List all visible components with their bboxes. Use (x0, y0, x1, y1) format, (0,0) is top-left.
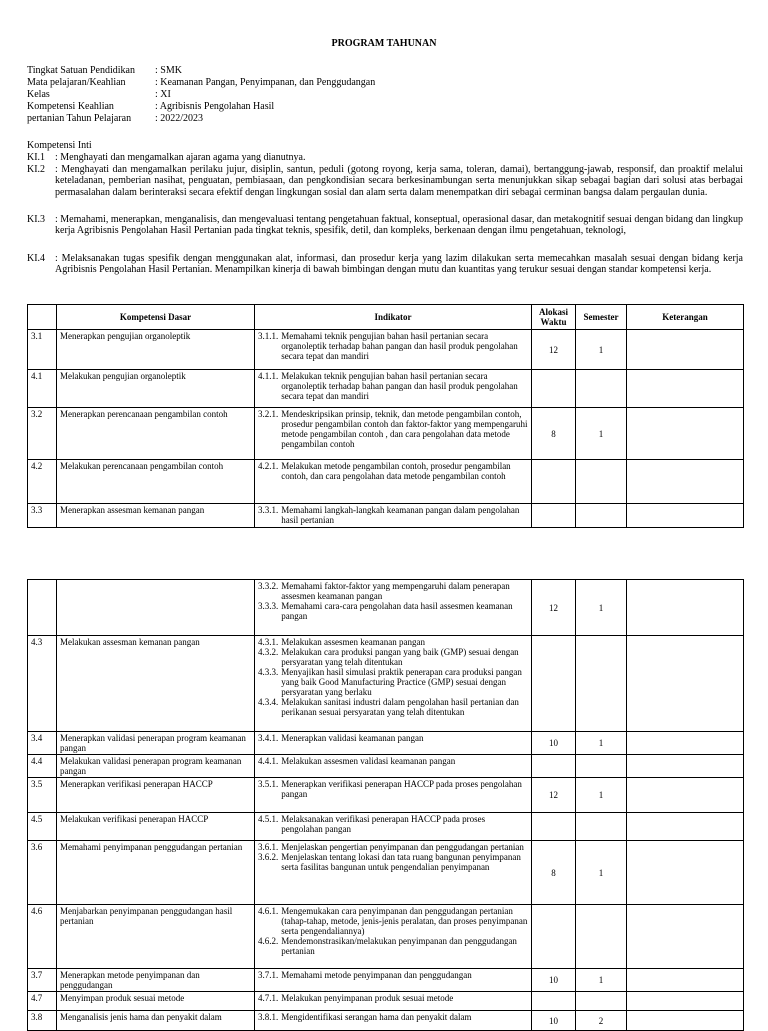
cell-alokasi-waktu (532, 813, 576, 841)
table-row (28, 504, 744, 528)
header-alokasi-waktu: Alokasi Waktu (532, 305, 576, 330)
cell-no: 3.5 (28, 778, 57, 813)
table-row (28, 841, 744, 905)
indikator-item (258, 505, 528, 525)
indikator-item (258, 1012, 528, 1022)
indikator-text: Memahami langkah-langkah keamanan pangan dalam pengolahan hasil pertanian (281, 505, 520, 525)
indikator-text: Melakukan assesmen keamanan pangan (281, 637, 425, 647)
cell-alokasi-waktu: 12 (532, 330, 576, 370)
header-kompetensi-dasar: Kompetensi Dasar (57, 305, 255, 330)
metadata-row (27, 77, 375, 89)
metadata-value: : Keamanan Pangan, Penyimpanan, dan Penggudangan (155, 77, 376, 88)
metadata-row (27, 89, 375, 101)
cell-keterangan (627, 755, 744, 778)
indikator-text: Melakukan penyimpanan produk sesuai metode (281, 993, 454, 1003)
cell-keterangan (627, 905, 744, 969)
table-row (28, 370, 744, 408)
indikator-item (258, 993, 528, 1003)
cell-semester (576, 636, 627, 732)
cell-no: 4.4 (28, 755, 57, 778)
indikator-item (258, 371, 528, 401)
ki-code: KI.2 (27, 164, 46, 175)
cell-semester (576, 992, 627, 1011)
indikator-number: 3.3.1. (258, 505, 279, 515)
cell-alokasi-waktu (532, 370, 576, 408)
cell-semester: 1 (576, 408, 627, 460)
table-header-row (28, 305, 744, 330)
cell-indikator (255, 504, 532, 528)
metadata-block (27, 65, 375, 125)
cell-keterangan (627, 408, 744, 460)
indikator-number: 3.3.2. (258, 581, 279, 591)
cell-indikator (255, 732, 532, 755)
cell-alokasi-waktu (532, 504, 576, 528)
metadata-row (27, 65, 375, 77)
indikator-text: Melakukan assesmen validasi keamanan pangan (281, 756, 456, 766)
cell-keterangan (627, 370, 744, 408)
table-row (28, 992, 744, 1011)
cell-kompetensi-dasar: Melakukan validasi penerapan program keamanan pangan (57, 755, 255, 778)
indikator-item (258, 461, 528, 481)
indikator-item (258, 581, 528, 601)
indikator-number: 3.5.1. (258, 779, 279, 789)
indikator-text: Menyajikan hasil simulasi praktik penerapan cara produksi pangan yang baik Good Manufacturing Practice (GMP) sesuai dengan persyaratan yang berlaku (281, 667, 522, 697)
cell-indikator (255, 813, 532, 841)
cell-no: 4.5 (28, 813, 57, 841)
indikator-item (258, 814, 528, 834)
cell-indikator (255, 992, 532, 1011)
cell-indikator (255, 905, 532, 969)
indikator-item (258, 331, 528, 361)
metadata-value: : 2022/2023 (155, 113, 204, 124)
cell-no: 3.7 (28, 969, 57, 992)
indikator-number: 4.4.1. (258, 756, 279, 766)
cell-kompetensi-dasar: Melakukan assesman kemanan pangan (57, 636, 255, 732)
indikator-number: 3.6.2. (258, 852, 279, 862)
metadata-label: Mata pelajaran/Keahlian (27, 77, 126, 88)
cell-semester (576, 504, 627, 528)
cell-alokasi-waktu: 12 (532, 778, 576, 813)
ki-text: : Melaksanakan tugas spesifik dengan menggunakan alat, informasi, dan prosedur kerja yang lazim dilakukan serta memecahkan masalah sesuai dengan bidang kerja Agribisnis Pengolahan Hasil Pertanian. Menampilkan kinerja di bawah bimbingan dengan mutu dan kuantitas yang terukur sesuai dengan standar kompetensi kerja. (55, 253, 743, 276)
cell-keterangan (627, 992, 744, 1011)
cell-alokasi-waktu: 10 (532, 732, 576, 755)
indikator-text: Menerapkan validasi keamanan pangan (281, 733, 424, 743)
indikator-text: Melakukan sanitasi industri dalam pengolahan hasil pertanian dan perikanan sesuai persyaratan yang telah ditentukan (281, 697, 519, 717)
cell-semester (576, 905, 627, 969)
cell-keterangan (627, 969, 744, 992)
program-table-1 (27, 304, 744, 528)
cell-keterangan (627, 330, 744, 370)
table-row (28, 813, 744, 841)
table-row (28, 330, 744, 370)
cell-kompetensi-dasar: Melakukan verifikasi penerapan HACCP (57, 813, 255, 841)
metadata-value: : XI (155, 89, 171, 100)
cell-keterangan (627, 1011, 744, 1031)
ki-code: KI.3 (27, 214, 46, 225)
metadata-row (27, 101, 375, 113)
indikator-text: Menjelaskan pengertian penyimpanan dan penggudangan pertanian (281, 842, 524, 852)
indikator-number: 4.5.1. (258, 814, 279, 824)
cell-no: 4.3 (28, 636, 57, 732)
indikator-number: 3.4.1. (258, 733, 279, 743)
ki-text: : Menghayati dan mengamalkan ajaran agama yang dianutnya. (55, 152, 306, 163)
metadata-label: pertanian Tahun Pelajaran (27, 113, 132, 124)
table-row (28, 755, 744, 778)
cell-indikator (255, 330, 532, 370)
table-row (28, 1011, 744, 1031)
indikator-item (258, 852, 528, 872)
cell-semester: 1 (576, 969, 627, 992)
cell-alokasi-waktu (532, 755, 576, 778)
cell-semester: 1 (576, 841, 627, 905)
ki-item (27, 214, 743, 252)
indikator-text: Melakukan metode pengambilan contoh, prosedur pengambilan contoh, dan cara pengolahan data metode pengambilan contoh (281, 461, 511, 481)
indikator-item (258, 697, 528, 717)
indikator-number: 3.1.1. (258, 331, 279, 341)
cell-no: 3.3 (28, 504, 57, 528)
cell-no: 3.2 (28, 408, 57, 460)
cell-kompetensi-dasar: Melakukan perencanaan pengambilan contoh (57, 460, 255, 504)
program-table-2 (27, 579, 744, 1031)
indikator-item (258, 842, 528, 852)
ki-code: KI.4 (27, 253, 46, 264)
cell-semester: 2 (576, 1011, 627, 1031)
ki-item (27, 152, 743, 164)
indikator-number: 4.6.2. (258, 936, 279, 946)
indikator-item (258, 936, 528, 956)
indikator-item (258, 647, 528, 667)
document-title: PROGRAM TAHUNAN (331, 38, 437, 49)
cell-alokasi-waktu (532, 460, 576, 504)
metadata-label: Kompetensi Keahlian (27, 101, 114, 112)
indikator-text: Mengidentifikasi serangan hama dan penyakit dalam (281, 1012, 472, 1022)
indikator-item (258, 409, 528, 449)
cell-alokasi-waktu (532, 905, 576, 969)
cell-alokasi-waktu: 10 (532, 1011, 576, 1031)
cell-indikator (255, 408, 532, 460)
metadata-value: : Agribisnis Pengolahan Hasil (155, 101, 275, 112)
cell-alokasi-waktu (532, 992, 576, 1011)
cell-kompetensi-dasar: Menjabarkan penyimpanan penggudangan hasil pertanian (57, 905, 255, 969)
cell-no: 4.1 (28, 370, 57, 408)
indikator-text: Mengemukakan cara penyimpanan dan penggudangan pertanian (tahap-tahap, metode, jenis-jenis peralatan, dan proses penyimpanan serta pengendaliannya) (281, 906, 528, 936)
cell-no: 4.7 (28, 992, 57, 1011)
cell-kompetensi-dasar: Menganalisis jenis hama dan penyakit dalam (57, 1011, 255, 1031)
ki-item (27, 164, 743, 214)
cell-no: 3.6 (28, 841, 57, 905)
cell-no: 3.4 (28, 732, 57, 755)
indikator-number: 3.2.1. (258, 409, 279, 419)
cell-kompetensi-dasar: Menerapkan perencanaan pengambilan contoh (57, 408, 255, 460)
indikator-text: Melakukan cara produksi pangan yang baik (GMP) sesuai dengan persyaratan yang telah ditentukan (281, 647, 519, 667)
cell-indikator (255, 370, 532, 408)
cell-no (28, 580, 57, 636)
cell-keterangan (627, 778, 744, 813)
metadata-label: Tingkat Satuan Pendidikan (27, 65, 135, 76)
table-row (28, 408, 744, 460)
indikator-text: Mendeskripsikan prinsip, teknik, dan metode pengambilan contoh, prosedur pengambilan contoh dan faktor-faktor yang mempengaruhi metode pengambilan contoh , dan cara pengolahan data metode pengambilan contoh (281, 409, 528, 449)
indikator-text: Menerapkan verifikasi penerapan HACCP pada proses pengolahan pangan (281, 779, 522, 799)
metadata-row (27, 113, 375, 125)
table-row (28, 460, 744, 504)
indikator-number: 4.3.1. (258, 637, 279, 647)
cell-kompetensi-dasar: Menerapkan pengujian organoleptik (57, 330, 255, 370)
indikator-text: Memahami metode penyimpanan dan penggudangan (281, 970, 472, 980)
indikator-item (258, 970, 528, 980)
indikator-text: Melaksanakan verifikasi penerapan HACCP pada proses pengolahan pangan (281, 814, 486, 834)
indikator-item (258, 756, 528, 766)
cell-kompetensi-dasar: Menerapkan assesman kemanan pangan (57, 504, 255, 528)
cell-indikator (255, 841, 532, 905)
ki-text: : Memahami, menerapkan, menganalisis, dan mengevaluasi tentang pengetahuan faktual, konseptual, operasional dasar, dan metakognitif sesuai dengan bidang dan lingkup kerja Agribisnis Pengolahan Hasil Pertanian pada tingkat teknis, spesifik, detil, dan kompleks, berkenaan dengan ilmu pengetahuan, teknologi, (55, 214, 743, 237)
header-indikator: Indikator (255, 305, 532, 330)
cell-no: 3.8 (28, 1011, 57, 1031)
cell-semester: 1 (576, 580, 627, 636)
cell-kompetensi-dasar (57, 580, 255, 636)
cell-kompetensi-dasar: Menerapkan verifikasi penerapan HACCP (57, 778, 255, 813)
cell-semester (576, 813, 627, 841)
indikator-number: 4.3.4. (258, 697, 279, 707)
cell-semester: 1 (576, 732, 627, 755)
cell-indikator (255, 755, 532, 778)
cell-semester: 1 (576, 778, 627, 813)
header-semester: Semester (576, 305, 627, 330)
indikator-number: 4.3.3. (258, 667, 279, 677)
cell-kompetensi-dasar: Melakukan pengujian organoleptik (57, 370, 255, 408)
indikator-number: 4.2.1. (258, 461, 279, 471)
indikator-text: Menjelaskan tentang lokasi dan tata ruang bangunan penyimpanan serta fasilitas bangunan untuk pengendalian penyimpanan (281, 852, 521, 872)
indikator-text: Melakukan teknik pengujian bahan hasil pertanian secara organoleptik terhadap bahan pangan dan hasil produk pengolahan secara tepat dan mandiri (281, 371, 518, 401)
cell-semester: 1 (576, 330, 627, 370)
cell-indikator (255, 778, 532, 813)
header-no (28, 305, 57, 330)
cell-kompetensi-dasar: Menerapkan validasi penerapan program keamanan pangan (57, 732, 255, 755)
indikator-text: Memahami cara-cara pengolahan data hasil assesmen keamanan pangan (281, 601, 513, 621)
cell-keterangan (627, 580, 744, 636)
indikator-number: 4.1.1. (258, 371, 279, 381)
cell-no: 3.1 (28, 330, 57, 370)
cell-keterangan (627, 813, 744, 841)
cell-keterangan (627, 636, 744, 732)
indikator-text: Memahami teknik pengujian bahan hasil pertanian secara organoleptik terhadap bahan pangan dan hasil produk pengolahan secara tepat dan mandiri (281, 331, 518, 361)
cell-indikator (255, 580, 532, 636)
ki-text: : Menghayati dan mengamalkan perilaku jujur, disiplin, santun, peduli (gotong royong, kerja sama, toleran, damai), bertanggung-jawab, responsif, dan proaktif melalui keteladanan, pemberian nasihat, penguatan, pembiasaan, dan pengkondisian secara berkesinambungan serta menunjukkan sikap sebagai bagian dari solusi atas berbagai permasalahan dalam berinteraksi secara efektif dengan lingkungan sosial dan alam serta dalam menempatkan diri sebagai cerminan bangsa dalam pergaulan dunia. (55, 164, 743, 198)
cell-semester (576, 370, 627, 408)
table-row (28, 778, 744, 813)
table-row (28, 969, 744, 992)
cell-indikator (255, 636, 532, 732)
cell-indikator (255, 460, 532, 504)
cell-alokasi-waktu (532, 636, 576, 732)
cell-keterangan (627, 504, 744, 528)
cell-indikator (255, 1011, 532, 1031)
header-keterangan: Keterangan (627, 305, 744, 330)
kompetensi-inti-heading: Kompetensi Inti (27, 140, 92, 151)
indikator-item (258, 637, 528, 647)
ki-code: KI.1 (27, 152, 46, 163)
indikator-number: 3.8.1. (258, 1012, 279, 1022)
cell-alokasi-waktu: 12 (532, 580, 576, 636)
indikator-item (258, 906, 528, 936)
indikator-number: 4.3.2. (258, 647, 279, 657)
indikator-number: 4.6.1. (258, 906, 279, 916)
table-row (28, 905, 744, 969)
indikator-item (258, 779, 528, 799)
indikator-item (258, 733, 528, 743)
indikator-number: 3.7.1. (258, 970, 279, 980)
indikator-text: Mendemonstrasikan/melakukan penyimpanan dan penggudangan pertanian (281, 936, 517, 956)
cell-no: 4.6 (28, 905, 57, 969)
metadata-label: Kelas (27, 89, 50, 100)
metadata-value: : SMK (155, 65, 182, 76)
cell-semester (576, 755, 627, 778)
indikator-number: 3.6.1. (258, 842, 279, 852)
cell-kompetensi-dasar: Menerapkan metode penyimpanan dan penggudangan (57, 969, 255, 992)
indikator-text: Memahami faktor-faktor yang mempengaruhi dalam penerapan assesmen keamanan pangan (281, 581, 510, 601)
cell-semester (576, 460, 627, 504)
indikator-number: 4.7.1. (258, 993, 279, 1003)
cell-alokasi-waktu: 10 (532, 969, 576, 992)
indikator-number: 3.3.3. (258, 601, 279, 611)
indikator-item (258, 667, 528, 697)
cell-kompetensi-dasar: Menyimpan produk sesuai metode (57, 992, 255, 1011)
indikator-item (258, 601, 528, 621)
table-row (28, 732, 744, 755)
cell-alokasi-waktu: 8 (532, 841, 576, 905)
table-row (28, 580, 744, 636)
cell-keterangan (627, 841, 744, 905)
cell-keterangan (627, 732, 744, 755)
cell-no: 4.2 (28, 460, 57, 504)
cell-kompetensi-dasar: Memahami penyimpanan penggudangan pertanian (57, 841, 255, 905)
cell-keterangan (627, 460, 744, 504)
cell-indikator (255, 969, 532, 992)
ki-item (27, 253, 743, 291)
cell-alokasi-waktu: 8 (532, 408, 576, 460)
table-row (28, 636, 744, 732)
